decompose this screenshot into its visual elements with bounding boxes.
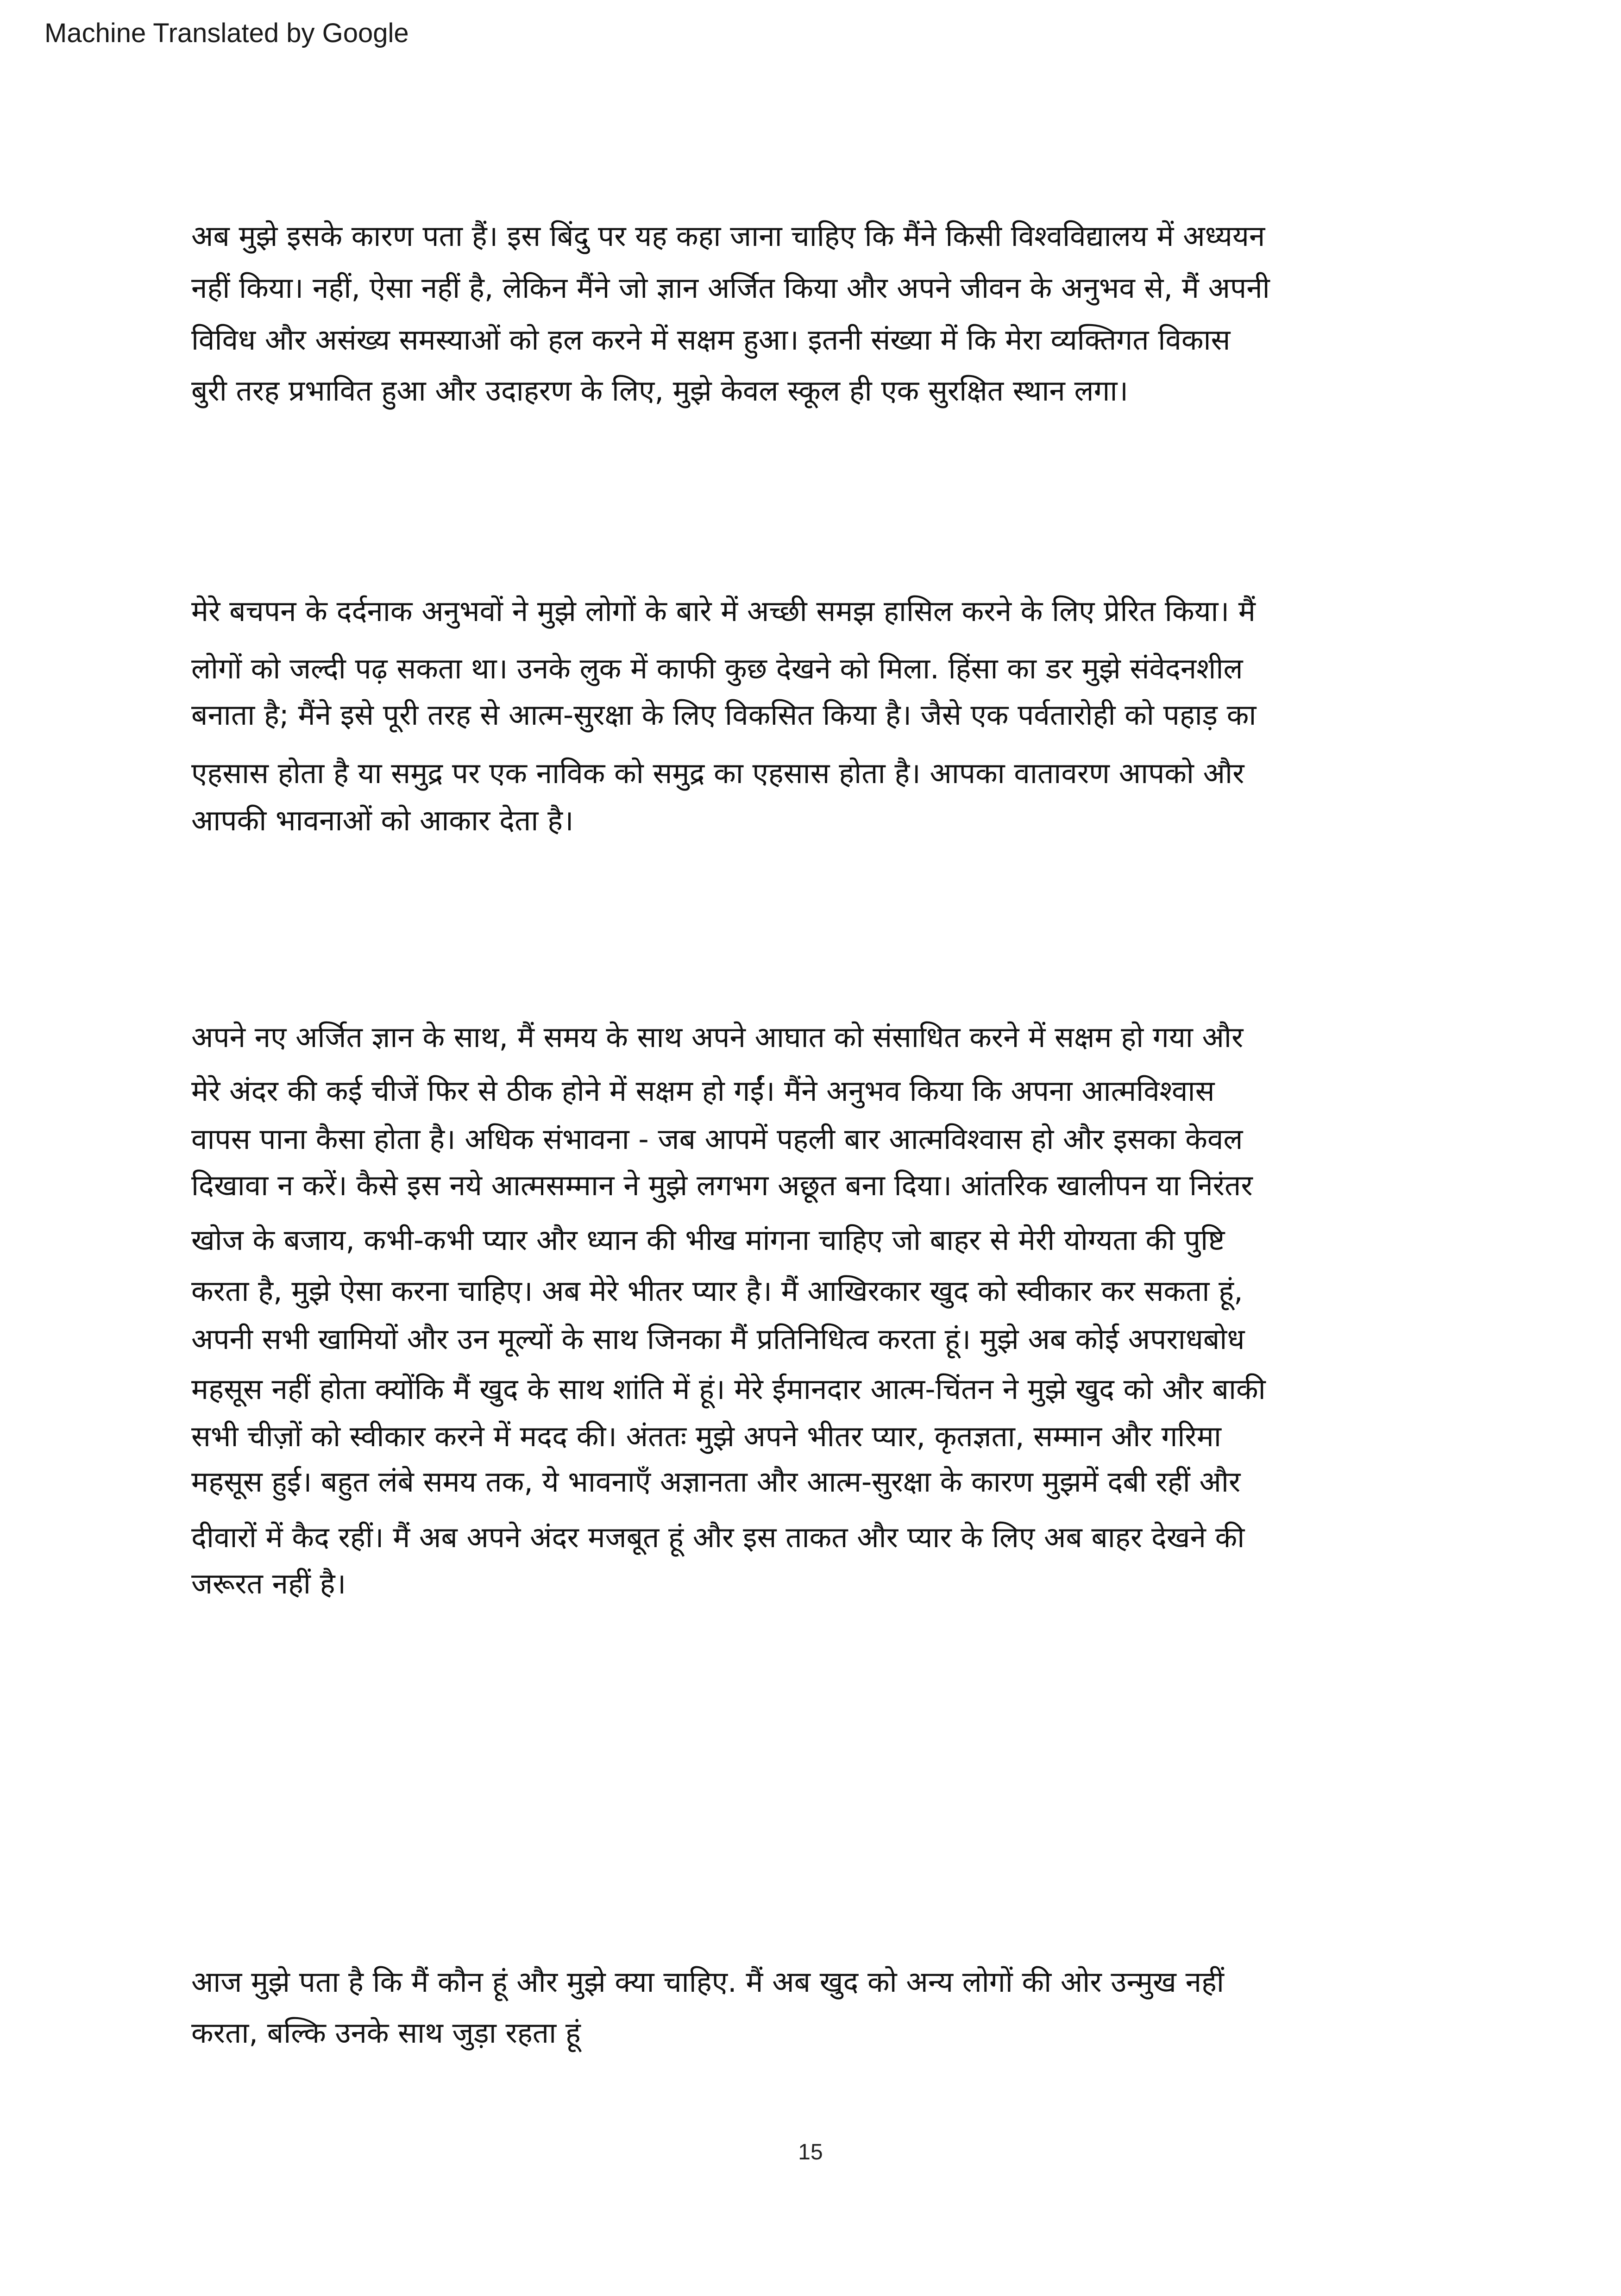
page-number: 15 [798,2140,823,2164]
paragraph-line: मेरे अंदर की कई चीजें फिर से ठीक होने में सक्षम हो गईं। मैंने अनुभव किया कि अपना आत्मविश्वास [191,1074,1215,1108]
paragraph-line: नहीं किया। नहीं, ऐसा नहीं है, लेकिन मैंने जो ज्ञान अर्जित किया और अपने जीवन के अनुभव से, मैं अपनी [191,271,1270,305]
paragraph-line: अपनी सभी खामियों और उन मूल्यों के साथ जिनका मैं प्रतिनिधित्व करता हूं। मुझे अब कोई अपराधबोध [191,1322,1245,1356]
paragraph-line: आज मुझे पता है कि मैं कौन हूं और मुझे क्या चाहिए. मैं अब खुद को अन्य लोगों की ओर उन्मुख नहीं [191,1965,1224,1999]
paragraph-line: बुरी तरह प्रभावित हुआ और उदाहरण के लिए, मुझे केवल स्कूल ही एक सुरक्षित स्थान लगा। [191,374,1128,408]
paragraph-line: करता है, मुझे ऐसा करना चाहिए। अब मेरे भीतर प्यार है। मैं आखिरकार खुद को स्वीकार कर सकता हूं, [191,1274,1243,1308]
paragraph-line: दीवारों में कैद रहीं। मैं अब अपने अंदर मजबूत हूं और इस ताकत और प्यार के लिए अब बाहर देखने की [191,1520,1245,1554]
paragraph-line: आपकी भावनाओं को आकार देता है। [191,803,574,837]
paragraph-line: दिखावा न करें। कैसे इस नये आत्मसम्मान ने मुझे लगभग अछूत बना दिया। आंतरिक खालीपन या निरंतर [191,1168,1253,1202]
paragraph-line: सभी चीज़ों को स्वीकार करने में मदद की। अंततः मुझे अपने भीतर प्यार, कृतज्ञता, सम्मान और गरिमा [191,1419,1221,1453]
paragraph-line: करता, बल्कि उनके साथ जुड़ा रहता हूं [191,2016,581,2050]
paragraph-line: विविध और असंख्य समस्याओं को हल करने में सक्षम हुआ। इतनी संख्या में कि मेरा व्यक्तिगत विकास [191,323,1231,357]
paragraph-line: वापस पाना कैसा होता है। अधिक संभावना - जब आपमें पहली बार आत्मविश्वास हो और इसका केवल [191,1122,1243,1156]
paragraph-line: अब मुझे इसके कारण पता हैं। इस बिंदु पर यह कहा जाना चाहिए कि मैंने किसी विश्वविद्यालय में अध्ययन [191,219,1265,253]
paragraph-line: खोज के बजाय, कभी-कभी प्यार और ध्यान की भीख मांगना चाहिए जो बाहर से मेरी योग्यता की पुष्टि [191,1223,1225,1257]
paragraph-line: जरूरत नहीं है। [191,1567,346,1600]
paragraph-line: एहसास होता है या समुद्र पर एक नाविक को समुद्र का एहसास होता है। आपका वातावरण आपको और [191,756,1244,790]
paragraph-line: अपने नए अर्जित ज्ञान के साथ, मैं समय के साथ अपने आघात को संसाधित करने में सक्षम हो गया और [191,1020,1244,1054]
paragraph-line: महसूस हुई। बहुत लंबे समय तक, ये भावनाएँ अज्ञानता और आत्म-सुरक्षा के कारण मुझमें दबी रहीं और [191,1465,1241,1499]
paragraph-line: महसूस नहीं होता क्योंकि मैं खुद के साथ शांति में हूं। मेरे ईमानदार आत्म-चिंतन ने मुझे खुद को और बाकी [191,1372,1266,1406]
paragraph-line: लोगों को जल्दी पढ़ सकता था। उनके लुक में काफी कुछ देखने को मिला. हिंसा का डर मुझे संवेदनशील [191,652,1243,685]
paragraph-line: मेरे बचपन के दर्दनाक अनुभवों ने मुझे लोगों के बारे में अच्छी समझ हासिल करने के लिए प्रेरित किया। मैं [191,594,1256,628]
machine-translation-watermark: Machine Translated by Google [44,18,409,48]
paragraph-line: बनाता है; मैंने इसे पूरी तरह से आत्म-सुरक्षा के लिए विकसित किया है। जैसे एक पर्वतारोही को पहाड़ का [191,698,1257,732]
